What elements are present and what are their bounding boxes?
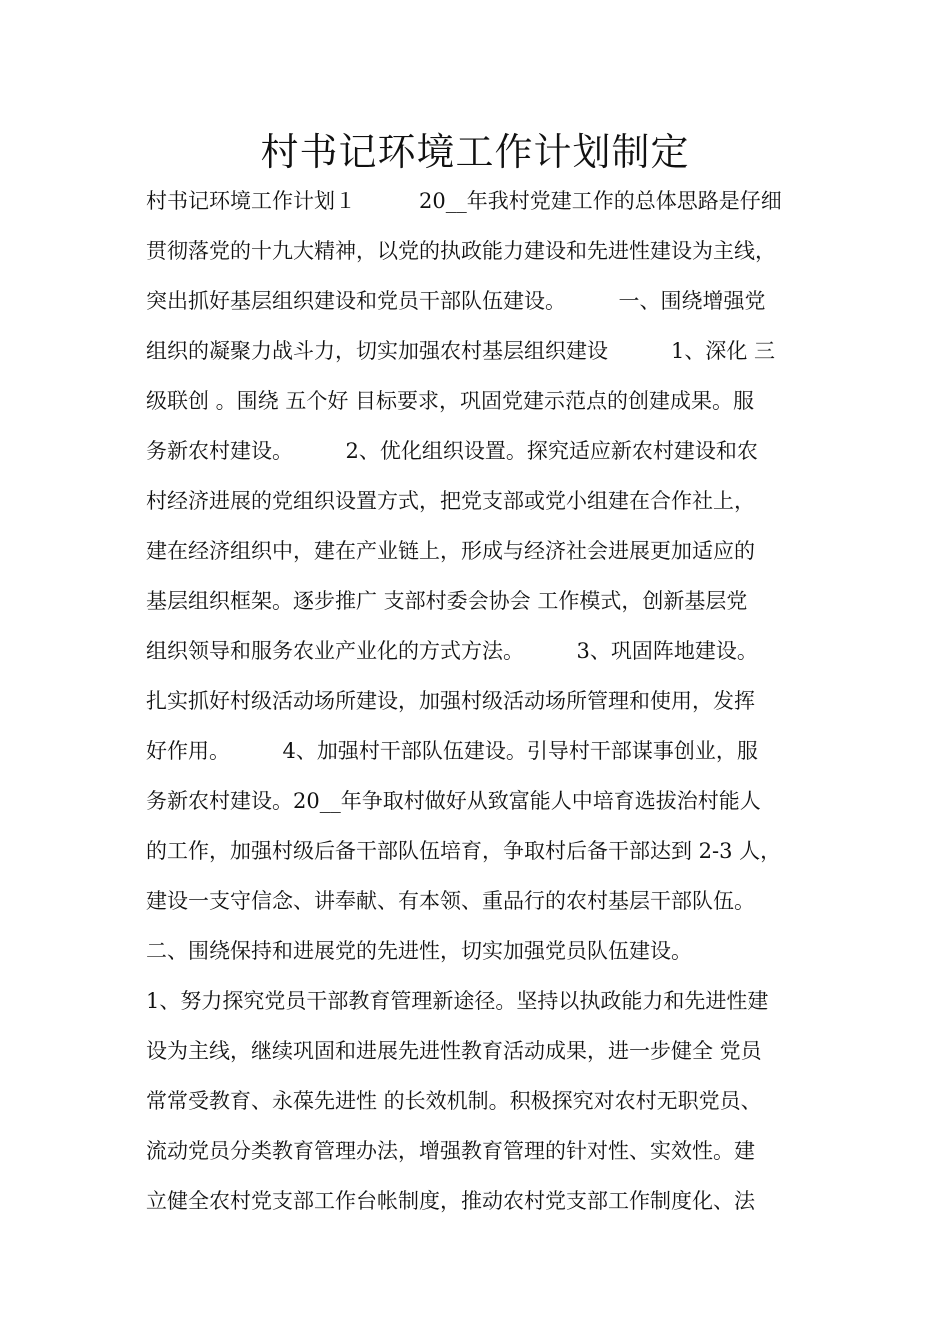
document-title: 村书记环境工作计划制定	[260, 130, 690, 174]
body-line: 立健全农村党支部工作台帐制度，推动农村党支部工作制度化、法	[146, 1189, 755, 1213]
body-line: 务新农村建设。20__年争取村做好从致富能人中培育选拔治村能人	[146, 789, 761, 813]
document-body	[146, 176, 846, 1226]
body-line: 组织领导和服务农业产业化的方式方法。 3、巩固阵地建设。	[146, 639, 758, 663]
body-line: 组织的凝聚力战斗力，切实加强农村基层组织建设 1、深化 三	[146, 339, 776, 363]
body-line: 基层组织框架。逐步推广 支部村委会协会 工作模式，创新基层党	[146, 589, 748, 613]
body-line: 务新农村建设。 2、优化组织设置。探究适应新农村建设和农	[146, 439, 758, 463]
body-line: 建设一支守信念、讲奉献、有本领、重品行的农村基层干部队伍。	[146, 889, 755, 913]
body-line: 扎实抓好村级活动场所建设，加强村级活动场所管理和使用，发挥	[146, 689, 755, 713]
body-line: 设为主线，继续巩固和进展先进性教育活动成果，进一步健全 党员	[146, 1039, 762, 1063]
body-line: 常常受教育、永葆先进性 的长效机制。积极探究对农村无职党员、	[146, 1089, 762, 1113]
body-line: 二、围绕保持和进展党的先进性，切实加强党员队伍建设。	[146, 939, 692, 963]
body-line: 建在经济组织中，建在产业链上，形成与经济社会进展更加适应的	[146, 539, 755, 563]
body-line: 1、努力探究党员干部教育管理新途径。坚持以执政能力和先进性建	[146, 989, 769, 1013]
body-line: 级联创 。围绕 五个好 目标要求，巩固党建示范点的创建成果。服	[146, 389, 755, 413]
body-line: 村经济进展的党组织设置方式，把党支部或党小组建在合作社上，	[146, 489, 755, 513]
body-line: 的工作，加强村级后备干部队伍培育，争取村后备干部达到 2-3 人，	[146, 839, 782, 863]
body-line: 贯彻落党的十九大精神，以党的执政能力建设和先进性建设为主线，	[146, 239, 776, 263]
body-line: 村书记环境工作计划１ 20__年我村党建工作的总体思路是仔细	[146, 189, 782, 213]
body-line: 流动党员分类教育管理办法，增强教育管理的针对性、实效性。建	[146, 1139, 755, 1163]
body-line: 突出抓好基层组织建设和党员干部队伍建设。 一、围绕增强党	[146, 289, 766, 313]
body-line: 好作用。 4、加强村干部队伍建设。引导村干部谋事创业，服	[146, 739, 758, 763]
